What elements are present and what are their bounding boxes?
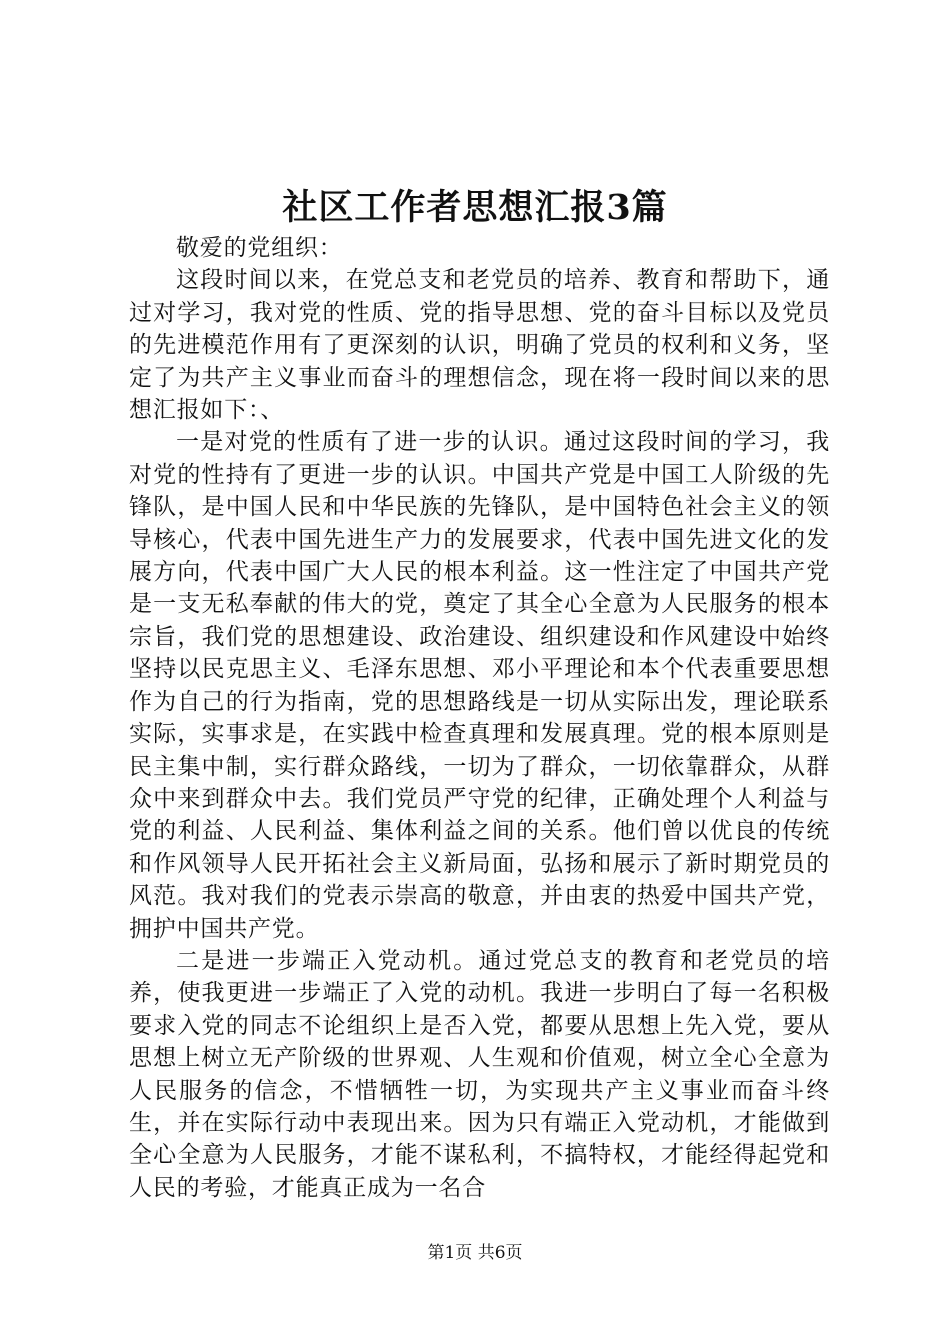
salutation: 敬爱的党组织： bbox=[176, 235, 343, 261]
page-total: 共6页 bbox=[477, 1243, 523, 1263]
page-footer bbox=[0, 1241, 950, 1265]
paragraph-motivation: 二是进一步端正入党动机。通过党总支的教育和老党员的培养，使我更进一步端正了入党的动机。我进一步明白了每一名积极要求入党的同志不论组织上是否入党，都要从思想上先入党，要从思想上树立无产阶级的世界观、人生观和价值观，树立全心全意为人民服务的信念，不惜牺牲一切，为实现共产主义事业而奋斗终生，并在实际行动中表现出来。因为只有端正入党动机，才能做到全心全意为人民服务，才能不谋私利，不搞特权，才能经得起党和人民的考验，才能真正成为一名合 bbox=[129, 947, 830, 1201]
page-number: 第1页 bbox=[427, 1243, 473, 1263]
paragraph-party-nature: 一是对党的性质有了进一步的认识。通过这段时间的学习，我对党的性持有了更进一步的认识。中国共产党是中国工人阶级的先锋队，是中国人民和中华民族的先锋队，是中国特色社会主义的领导核心，代表中国先进生产力的发展要求，代表中国先进文化的发展方向，代表中国广大人民的根本利益。这一性注定了中国共产党是一支无私奉献的伟大的党，奠定了其全心全意为人民服务的根本宗旨，我们党的思想建设、政治建设、组织建设和作风建设中始终坚持以民克思主义、毛泽东思想、邓小平理论和本个代表重要思想作为自己的行为指南，党的思想路线是一切从实际出发，理论联系实际，实事求是，在实践中检查真理和发展真理。党的根本原则是民主集中制，实行群众路线，一切为了群众，一切依靠群众，从群众中来到群众中去。我们党员严守党的纪律，正确处理个人利益与党的利益、人民利益、集体利益之间的关系。他们曾以优良的传统和作风领导人民开拓社会主义新局面，弘扬和展示了新时期党员的风范。我对我们的党表示崇高的敬意，并由衷的热爱中国共产党，拥护中国共产党。 bbox=[129, 429, 830, 942]
document-title: 社区工作者思想汇报3篇 bbox=[282, 187, 668, 228]
paragraph-intro: 这段时间以来，在党总支和老党员的培养、教育和帮助下，通过对学习，我对党的性质、党的指导思想、党的奋斗目标以及党员的先进模范作用有了更深刻的认识，明确了党员的权利和义务，坚定了为共产主义事业而奋斗的理想信念，现在将一段时间以来的思想汇报如下：、 bbox=[129, 267, 830, 424]
document-body bbox=[129, 232, 830, 1204]
